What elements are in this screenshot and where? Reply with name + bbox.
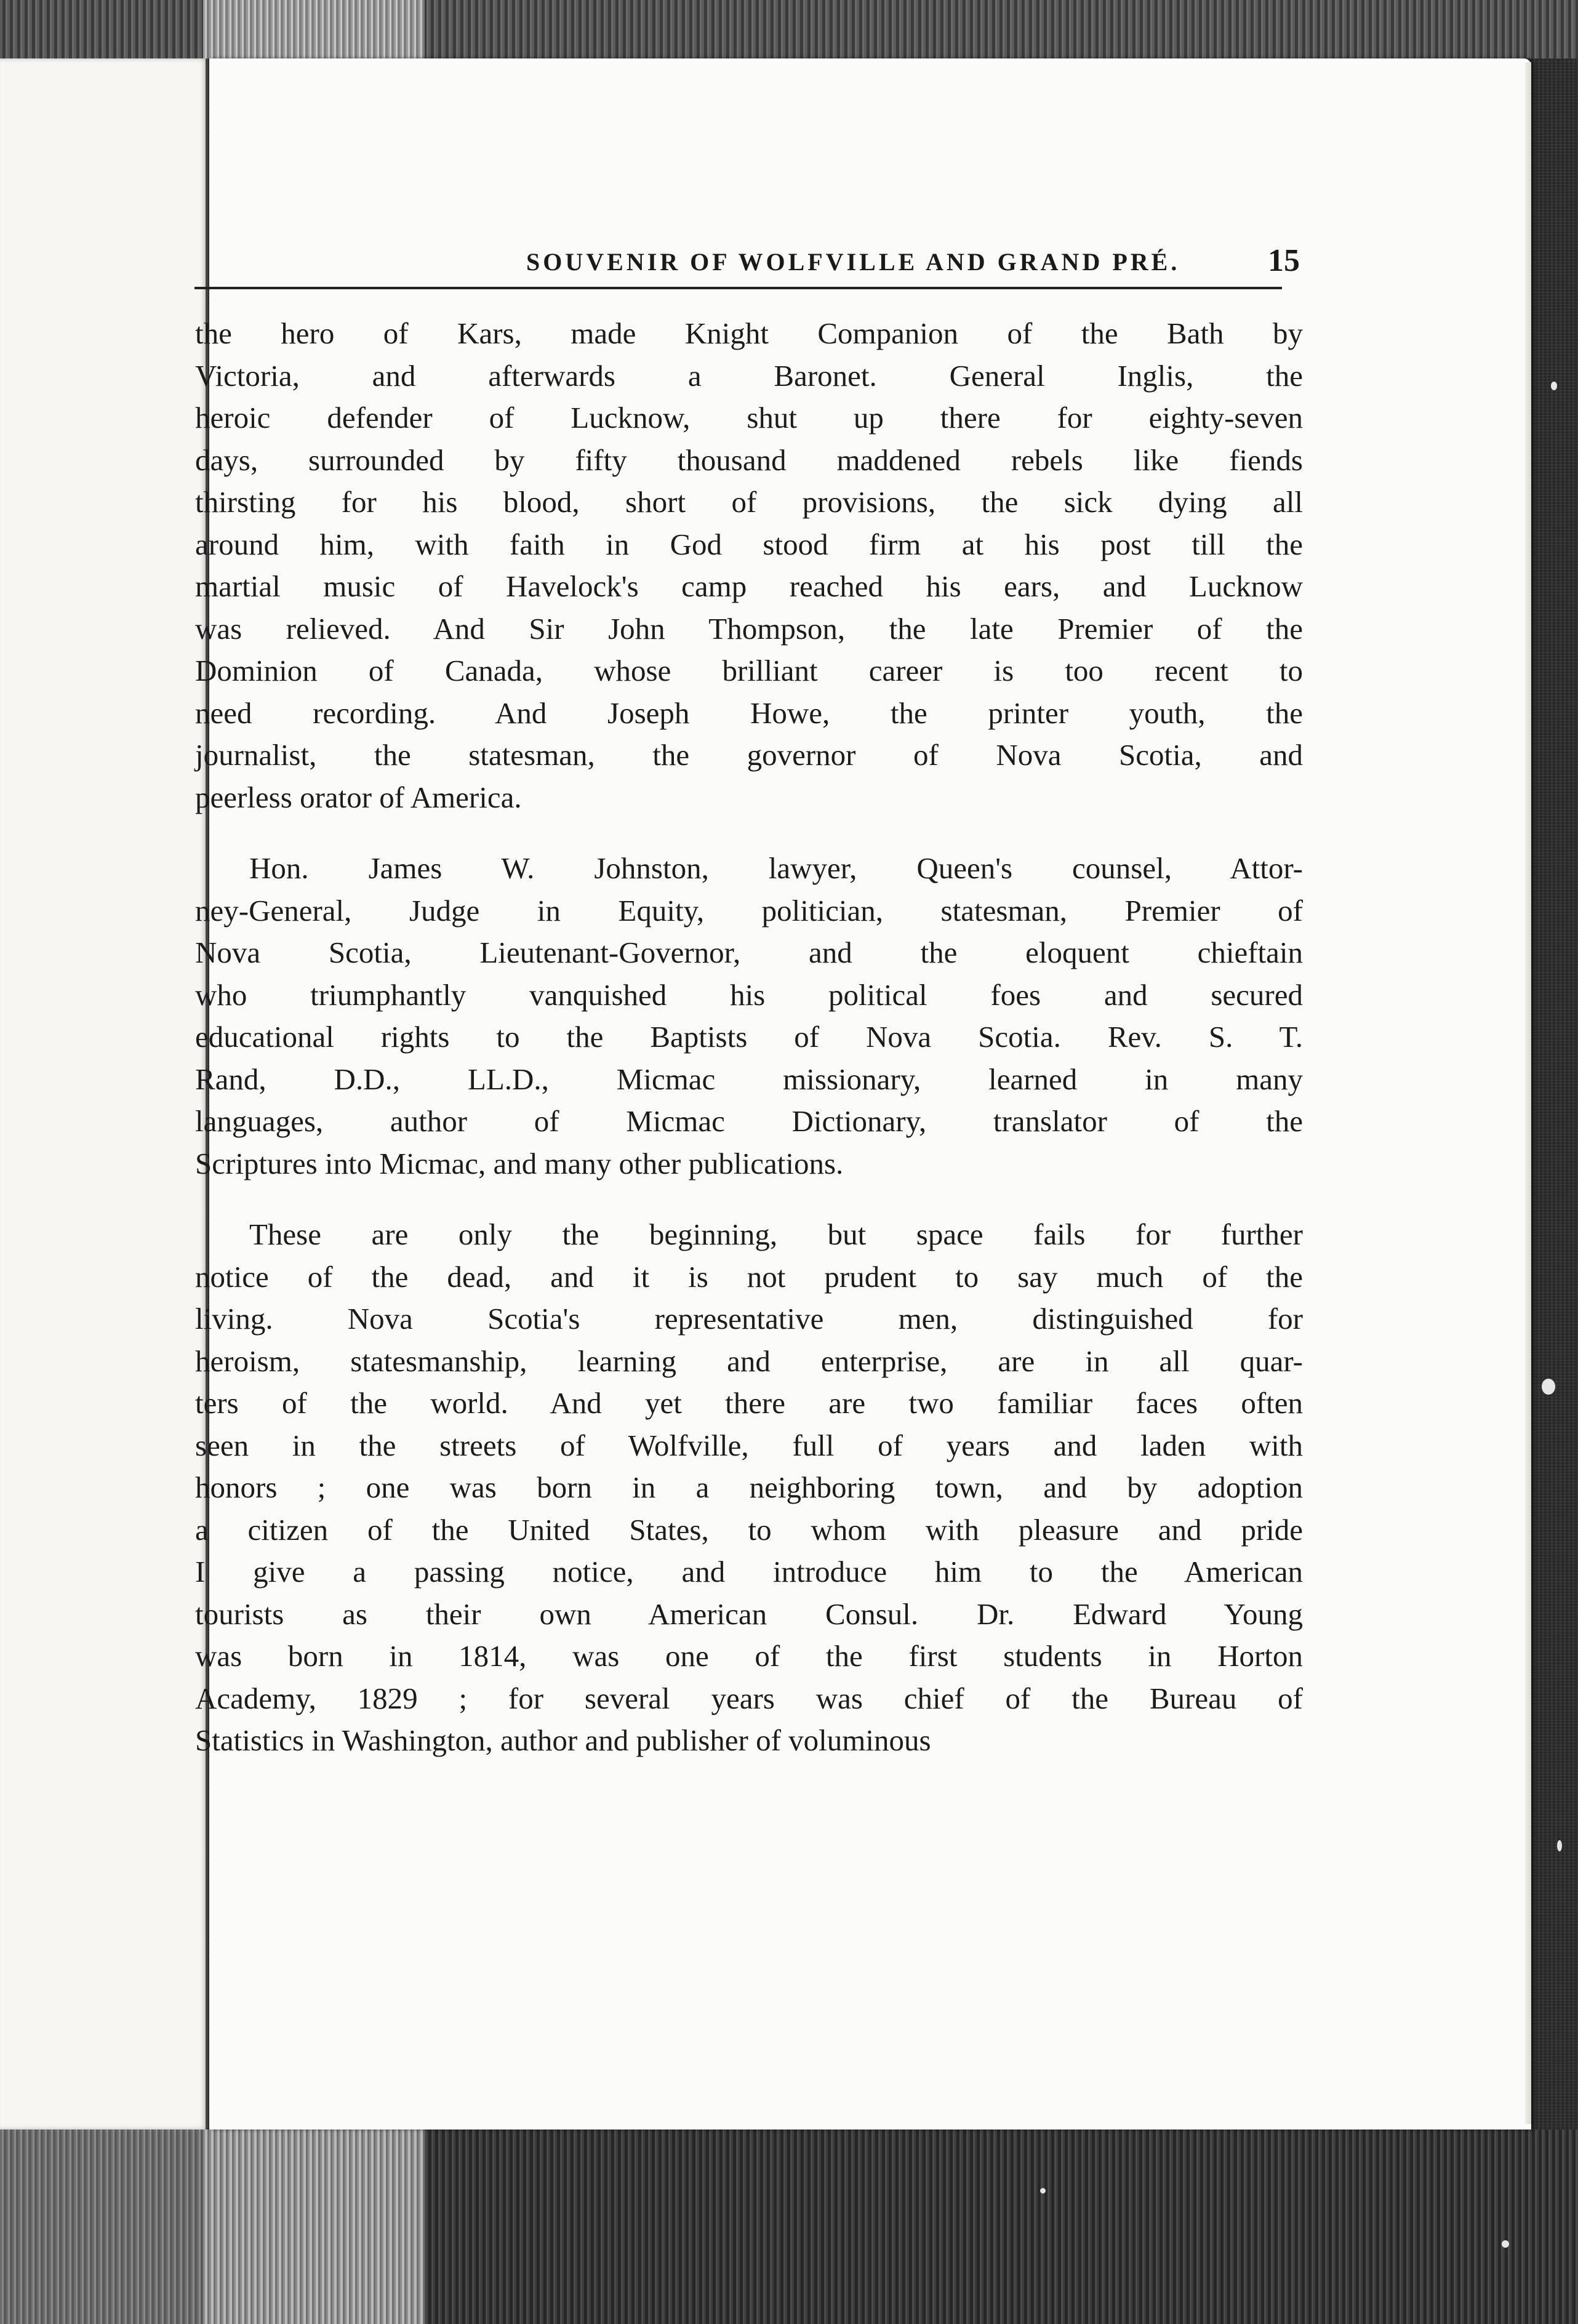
- text-line: languages, author of Micmac Dictionary, translator of the: [195, 1104, 1303, 1138]
- text-line: ney-General, Judge in Equity, politician, statesman, Premier of: [195, 893, 1303, 928]
- text-line: tourists as their own American Consul. Dr. Edward Young: [195, 1597, 1303, 1631]
- text-line: I give a passing notice, and introduce him to the American: [195, 1555, 1303, 1589]
- text-line: days, surrounded by fifty thousand maddened rebels like fiends: [195, 443, 1303, 477]
- text-line: who triumphantly vanquished his political foes and secured: [195, 977, 1303, 1012]
- text-line: Dominion of Canada, whose brilliant career is too recent to: [195, 654, 1303, 687]
- paragraph: [195, 847, 1303, 1185]
- text-line: heroism, statesmanship, learning and enterprise, are in all quar-: [195, 1344, 1303, 1378]
- running-title: SOUVENIR OF WOLFVILLE AND GRAND PRÉ.: [526, 248, 1180, 276]
- dust-speck: [1557, 1840, 1562, 1851]
- dust-speck: [1040, 2188, 1046, 2194]
- text-line: living. Nova Scotia's representative men, distinguished for: [195, 1302, 1303, 1336]
- text-line: Academy, 1829 ; for several years was chief of the Bureau of: [195, 1681, 1303, 1715]
- text-line: educational rights to the Baptists of Nova Scotia. Rev. S. T.: [195, 1020, 1303, 1054]
- dust-speck: [1502, 2240, 1509, 2248]
- text-line: Rand, D.D., LL.D., Micmac missionary, learned in many: [195, 1062, 1303, 1096]
- text-line: These are only the beginning, but space fails for further: [249, 1217, 1303, 1251]
- text-line: martial music of Havelock's camp reached his ears, and Lucknow: [195, 569, 1303, 603]
- text-line: Victoria, and afterwards a Baronet. General Inglis, the: [195, 358, 1303, 393]
- text-line: was born in 1814, was one of the first students in Horton: [195, 1639, 1303, 1673]
- paragraph: [195, 1214, 1303, 1762]
- text-line: a citizen of the United States, to whom with pleasure and pride: [195, 1512, 1303, 1547]
- body-text: [195, 313, 1303, 1762]
- text-line: notice of the dead, and it is not prudent to say much of the: [195, 1259, 1303, 1294]
- text-line: honors ; one was born in a neighboring town, and by adoption: [195, 1470, 1303, 1504]
- text-line: seen in the streets of Wolfville, full of years and laden with: [195, 1428, 1303, 1462]
- text-line: need recording. And Joseph Howe, the printer youth, the: [195, 695, 1303, 730]
- dust-speck: [1551, 382, 1557, 390]
- text-line: heroic defender of Lucknow, shut up there for eighty-seven: [195, 401, 1303, 435]
- text-line: the hero of Kars, made Knight Companion of the Bath by: [195, 316, 1303, 350]
- page-edge: [1525, 62, 1531, 2124]
- text-line: Nova Scotia, Lieutenant-Governor, and the eloquent chieftain: [195, 936, 1303, 969]
- text-line: was relieved. And Sir John Thompson, the late Premier of the: [195, 611, 1303, 646]
- page-number: 15: [1268, 243, 1300, 278]
- text-line: Statistics in Washington, author and publisher of voluminous: [195, 1723, 931, 1757]
- header-rule: [194, 287, 1282, 289]
- scanner-top-band: [0, 0, 1578, 58]
- text-line: thirsting for his blood, short of provisions, the sick dying all: [195, 485, 1303, 519]
- running-head: [323, 234, 1300, 283]
- scanner-bottom-band: [0, 2130, 1578, 2324]
- text-line: peerless orator of America.: [195, 780, 522, 814]
- text-line: around him, with faith in God stood firm at his post till the: [195, 527, 1303, 561]
- text-line: Scriptures into Micmac, and many other publications.: [195, 1146, 844, 1180]
- paragraph: [195, 313, 1303, 819]
- facing-page-edge: [0, 58, 208, 2130]
- text-line: ters of the world. And yet there are two familiar faces often: [195, 1386, 1303, 1420]
- dust-speck: [1542, 1379, 1555, 1395]
- text-line: journalist, the statesman, the governor of Nova Scotia, and: [195, 738, 1303, 772]
- text-line: Hon. James W. Johnston, lawyer, Queen's counsel, Attor-: [249, 851, 1303, 885]
